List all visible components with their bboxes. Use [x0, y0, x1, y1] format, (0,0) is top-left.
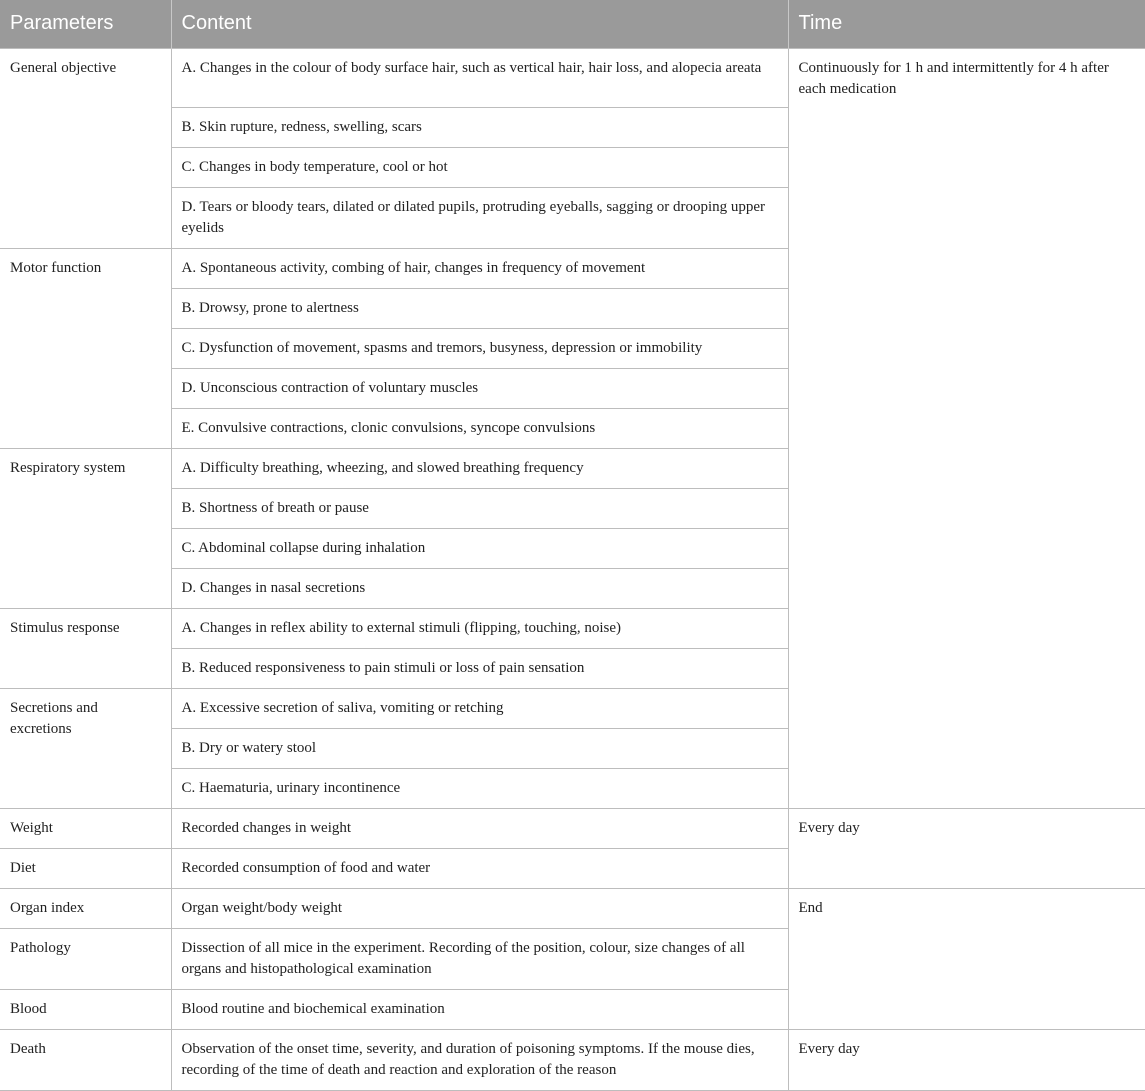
time-every-day: Every day	[788, 808, 1145, 888]
content-cell: B. Shortness of breath or pause	[171, 488, 788, 528]
time-end: End	[788, 888, 1145, 1029]
content-cell: B. Skin rupture, redness, swelling, scars	[171, 107, 788, 147]
header-time: Time	[788, 0, 1145, 48]
content-cell: D. Tears or bloody tears, dilated or dilated pupils, protruding eyeballs, sagging or drooping upper eyelids	[171, 187, 788, 248]
param-respiratory-system: Respiratory system	[0, 448, 171, 608]
table-row	[0, 48, 1145, 107]
table-row	[0, 1029, 1145, 1090]
param-stimulus-response: Stimulus response	[0, 608, 171, 688]
content-cell: Observation of the onset time, severity, and duration of poisoning symptoms. If the mouse dies, recording of the time of death and reaction and exploration of the reason	[171, 1029, 788, 1090]
param-weight: Weight	[0, 808, 171, 848]
content-cell: C. Haematuria, urinary incontinence	[171, 768, 788, 808]
param-general-objective: General objective	[0, 48, 171, 248]
param-motor-function: Motor function	[0, 248, 171, 448]
table-row	[0, 888, 1145, 928]
content-cell: B. Reduced responsiveness to pain stimuli or loss of pain sensation	[171, 648, 788, 688]
header-content: Content	[171, 0, 788, 48]
content-cell: A. Excessive secretion of saliva, vomiting or retching	[171, 688, 788, 728]
param-blood: Blood	[0, 989, 171, 1029]
content-cell: Organ weight/body weight	[171, 888, 788, 928]
content-cell: Dissection of all mice in the experiment. Recording of the position, colour, size changes of all organs and histopathological examination	[171, 928, 788, 989]
content-cell: B. Dry or watery stool	[171, 728, 788, 768]
content-cell: Recorded consumption of food and water	[171, 848, 788, 888]
header-row	[0, 0, 1145, 48]
content-cell: C. Dysfunction of movement, spasms and tremors, busyness, depression or immobility	[171, 328, 788, 368]
content-cell: E. Convulsive contractions, clonic convulsions, syncope convulsions	[171, 408, 788, 448]
param-organ-index: Organ index	[0, 888, 171, 928]
param-death: Death	[0, 1029, 171, 1090]
content-cell: A. Spontaneous activity, combing of hair, changes in frequency of movement	[171, 248, 788, 288]
header-parameters: Parameters	[0, 0, 171, 48]
content-cell: A. Difficulty breathing, wheezing, and slowed breathing frequency	[171, 448, 788, 488]
param-diet: Diet	[0, 848, 171, 888]
content-cell: B. Drowsy, prone to alertness	[171, 288, 788, 328]
table-row	[0, 808, 1145, 848]
content-cell: A. Changes in the colour of body surface hair, such as vertical hair, hair loss, and alopecia areata	[171, 48, 788, 107]
content-cell: D. Changes in nasal secretions	[171, 568, 788, 608]
time-death-every-day: Every day	[788, 1029, 1145, 1090]
content-cell: C. Abdominal collapse during inhalation	[171, 528, 788, 568]
content-cell: C. Changes in body temperature, cool or hot	[171, 147, 788, 187]
param-pathology: Pathology	[0, 928, 171, 989]
content-cell: A. Changes in reflex ability to external stimuli (flipping, touching, noise)	[171, 608, 788, 648]
content-cell: D. Unconscious contraction of voluntary muscles	[171, 368, 788, 408]
param-secretions-excretions: Secretions and excretions	[0, 688, 171, 808]
content-cell: Recorded changes in weight	[171, 808, 788, 848]
content-cell: Blood routine and biochemical examination	[171, 989, 788, 1029]
time-observation: Continuously for 1 h and intermittently for 4 h after each medication	[788, 48, 1145, 808]
